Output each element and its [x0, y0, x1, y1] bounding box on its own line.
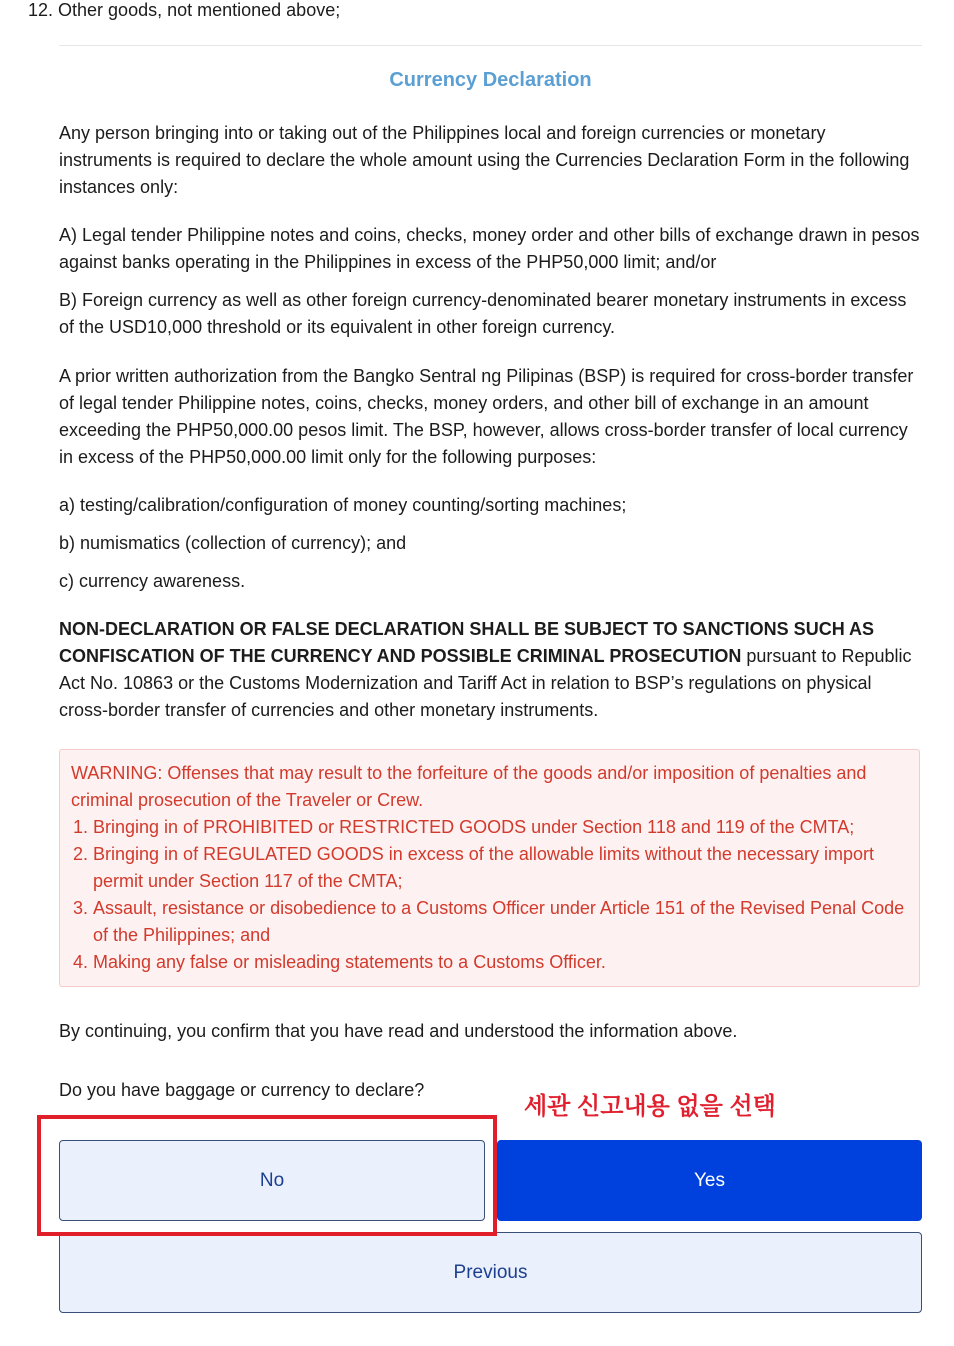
warning-item: 2. Bringing in of REGULATED GOODS in excess of the allowable limits without the necessary import permit under Section 117 of the CMTA;	[93, 841, 908, 895]
warning-box	[59, 749, 920, 987]
purpose-item: a) testing/calibration/configuration of money counting/sorting machines;	[59, 495, 627, 515]
sanctions-bold: NON-DECLARATION OR FALSE DECLARATION SHALL BE SUBJECT TO SANCTIONS SUCH AS CONFISCATION OF THE CURRENCY AND POSSIBLE CRIMINAL PROSECUTION	[59, 619, 875, 666]
sanctions-rest: pursuant to Republic Act No. 10863 or the Customs Modernization and Tariff Act in relation to BSP’s regulations on physical cross-border transfer of currencies and other monetary instruments.	[59, 646, 912, 720]
warning-list	[71, 814, 908, 976]
sanctions-paragraph	[59, 616, 922, 724]
previous-button[interactable]: Previous	[59, 1232, 922, 1313]
divider	[59, 45, 922, 46]
yes-button[interactable]: Yes	[497, 1140, 922, 1221]
annotation-note: 세관 신고내용 없을 선택	[524, 1093, 776, 1120]
declare-question: Do you have baggage or currency to declare?	[59, 1080, 425, 1100]
purpose-item: b) numismatics (collection of currency); and	[59, 533, 407, 553]
warning-heading: WARNING: Offenses that may result to the forfeiture of the goods and/or imposition of penalties and criminal prosecution of the Traveler or Crew.	[71, 763, 867, 810]
warning-item: 3. Assault, resistance or disobedience to a Customs Officer under Article 151 of the Revised Penal Code of the Philippines; and	[93, 895, 908, 949]
intro-paragraph: Any person bringing into or taking out of the Philippines local and foreign currencies or monetary instruments is required to declare the whole amount using the Currencies Declaration Form in the following instances only:	[59, 123, 910, 197]
warning-item: 1. Bringing in of PROHIBITED or RESTRICTED GOODS under Section 118 and 119 of the CMTA;	[93, 814, 908, 841]
warning-item: 4. Making any false or misleading statements to a Customs Officer.	[93, 949, 908, 976]
purpose-item: c) currency awareness.	[59, 571, 246, 591]
bsp-paragraph: A prior written authorization from the Bangko Sentral ng Pilipinas (BSP) is required for cross-border transfer of legal tender Philippine notes, coins, checks, money orders, and other bill of exchange in an amount exceeding the PHP50,000.00 pesos limit. The BSP, however, allows cross-border transfer of local currency in excess of the PHP50,000.00 limit only for the following purposes:	[59, 366, 914, 467]
annotation-highlight-box	[37, 1115, 497, 1236]
no-button[interactable]: No	[59, 1140, 485, 1221]
instance-a: A) Legal tender Philippine notes and coins, checks, money order and other bills of exchange drawn in pesos against banks operating in the Philippines in excess of the PHP50,000 limit; and/or	[59, 225, 920, 272]
goods-list-item-12: 12. Other goods, not mentioned above;	[28, 0, 341, 20]
instance-b: B) Foreign currency as well as other foreign currency-denominated bearer monetary instruments in excess of the USD10,000 threshold or its equivalent in other foreign currency.	[59, 290, 907, 337]
confirm-text: By continuing, you confirm that you have read and understood the information above.	[59, 1021, 738, 1041]
section-title: Currency Declaration	[389, 69, 592, 91]
